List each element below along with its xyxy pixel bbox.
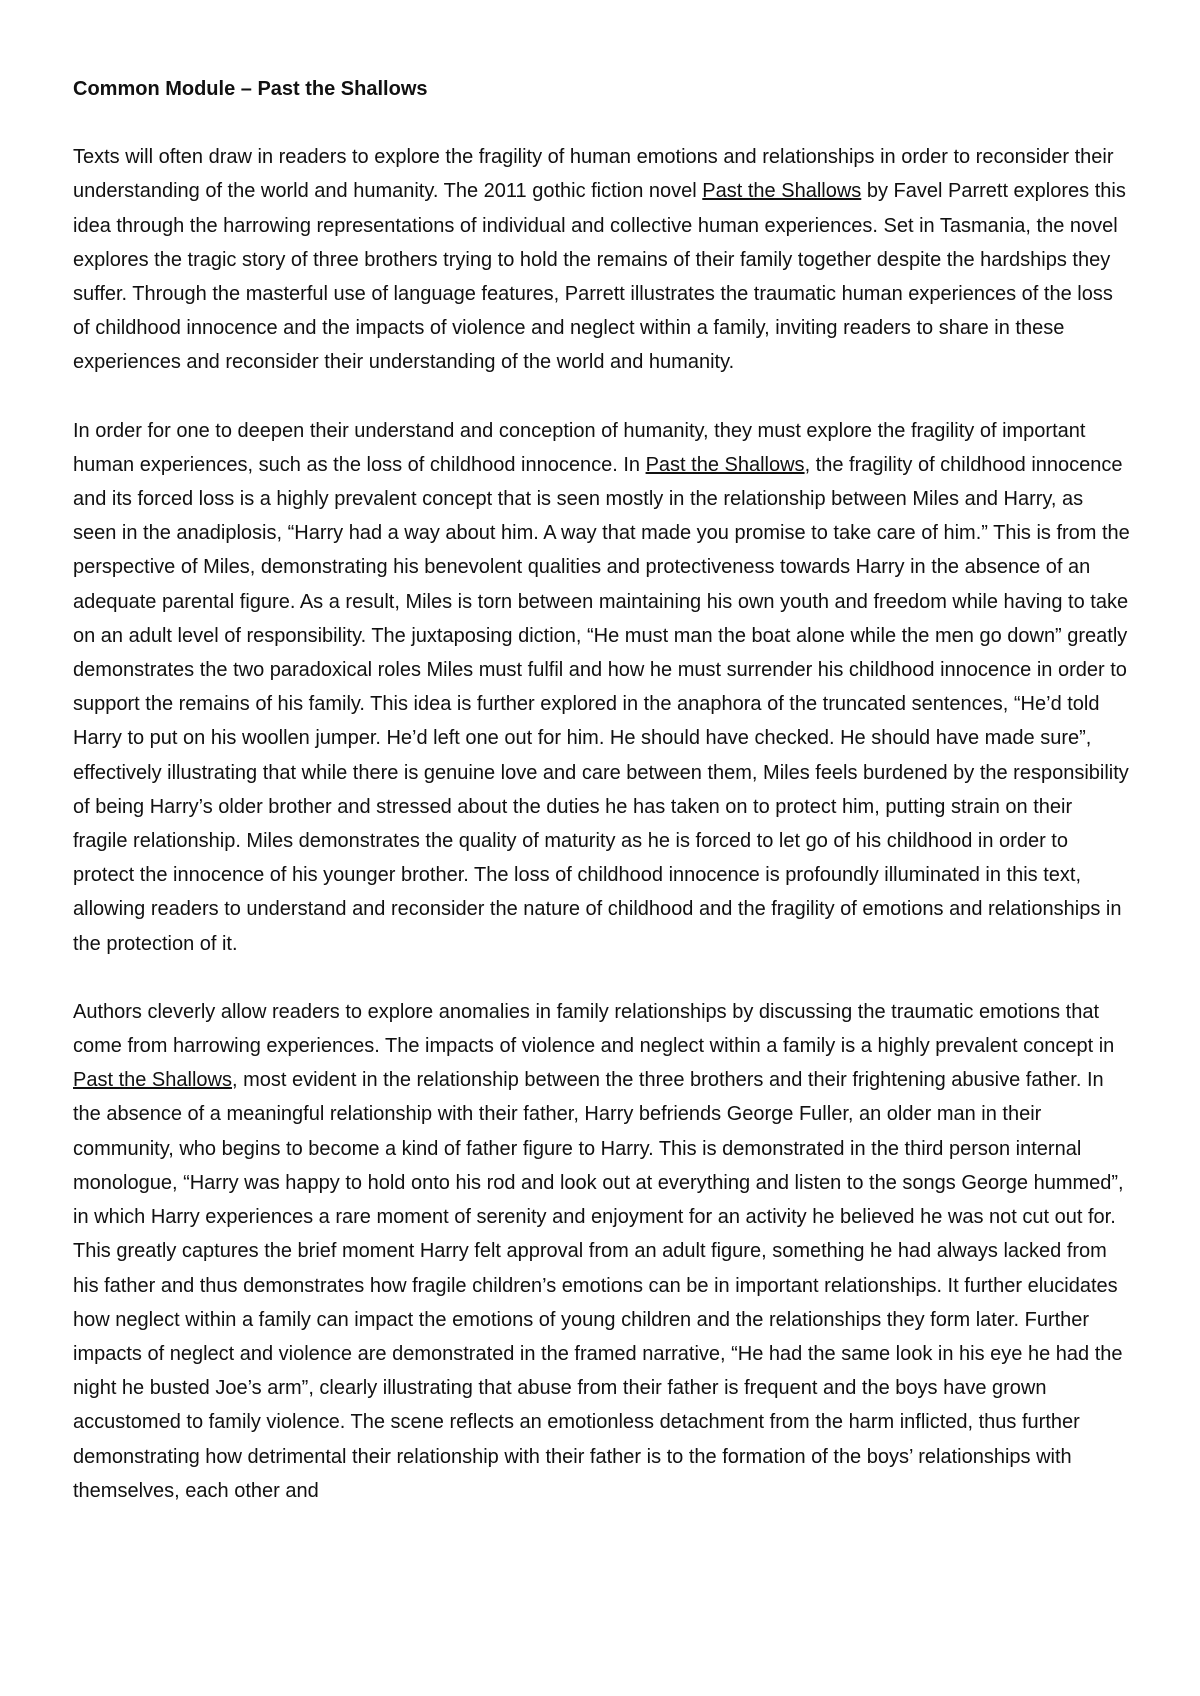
paragraph-body-1 — [73, 414, 1131, 961]
paragraph-text: In order for one to deepen their understand and conception of humanity, they must explore the fragility of important human experiences, such as the loss of childhood innocence. In — [73, 419, 1086, 476]
novel-title-underlined: Past the Shallows — [73, 1069, 232, 1092]
novel-title-underlined: Past the Shallows — [702, 180, 862, 203]
document-page — [73, 72, 1131, 1542]
paragraph-body-2 — [73, 995, 1131, 1508]
document-title: Common Module – Past the Shallows — [73, 78, 428, 100]
paragraph-text: , the fragility of childhood innocence and its forced loss is a highly prevalent concept that is seen mostly in the relationship between Miles and Harry, as seen in the anadiplosis, “Harry had a way about him. A way that made you promise to take care of him.” This is from the perspective of Miles, demonstrating his benevolent qualities and protectiveness towards Harry in the absence of an adequate parental figure. As a result, Miles is torn between maintaining his own youth and freedom while having to take on an adult level of responsibility. The juxtaposing diction, “He must man the boat alone while the men go down” greatly demonstrates the two paradoxical roles Miles must fulfil and how he must surrender his childhood innocence in order to support the remains of his family. This idea is further explored in the anaphora of the truncated sentences, “He’d told Harry to put on his woollen jumper. He’d left one out for him. He should have checked. He should have made sure”, effectively illustrating that while there is genuine love and care between them, Miles feels burdened by the responsibility of being Harry’s older brother and stressed about the duties he has taken on to protect him, putting strain on their fragile relationship. Miles demonstrates the quality of maturity as he is forced to let go of his childhood in order to protect the innocence of his younger brother. The loss of childhood innocence is profoundly illuminated in this text, allowing readers to understand and reconsider the nature of childhood and the fragility of emotions and relationships in the protection of it. — [73, 453, 1130, 955]
paragraph-text: by Favel Parrett explores this idea through the harrowing representations of individual and collective human experiences. Set in Tasmania, the novel explores the tragic story of three brothers trying to hold the remains of their family together despite the hardships they suffer. Through the masterful use of language features, Parrett illustrates the traumatic human experiences of the loss of childhood innocence and the impacts of violence and neglect within a family, inviting readers to share in these experiences and reconsider their understanding of the world and humanity. — [73, 180, 1126, 374]
paragraph-text: Texts will often draw in readers to explore the fragility of human emotions and relationships in order to reconsider their understanding of the world and humanity. The 2011 gothic fiction novel — [73, 146, 1114, 203]
paragraph-introduction — [73, 140, 1131, 379]
paragraph-text: , most evident in the relationship between the three brothers and their frightening abusive father. In the absence of a meaningful relationship with their father, Harry befriends George Fuller, an older man in their community, who begins to become a kind of father figure to Harry. This is demonstrated in the third person internal monologue, “Harry was happy to hold onto his rod and look out at everything and listen to the songs George hummed”, in which Harry experiences a rare moment of serenity and enjoyment for an activity he believed he was not cut out for. This greatly captures the brief moment Harry felt approval from an adult figure, something he had always lacked from his father and thus demonstrates how fragile children’s emotions can be in important relationships. It further elucidates how neglect within a family can impact the emotions of young children and the relationships they form later. Further impacts of neglect and violence are demonstrated in the framed narrative, “He had the same look in his eye he had the night he busted Joe’s arm”, clearly illustrating that abuse from their father is frequent and the boys have grown accustomed to family violence. The scene reflects an emotionless detachment from the harm inflicted, thus further demonstrating how detrimental their relationship with their father is to the formation of the boys’ relationships with themselves, each other and — [73, 1069, 1124, 1502]
novel-title-underlined: Past the Shallows — [645, 453, 805, 476]
paragraph-text: Authors cleverly allow readers to explore anomalies in family relationships by discussing the traumatic emotions that come from harrowing experiences. The impacts of violence and neglect within a family is a highly prevalent concept in — [73, 1000, 1115, 1058]
